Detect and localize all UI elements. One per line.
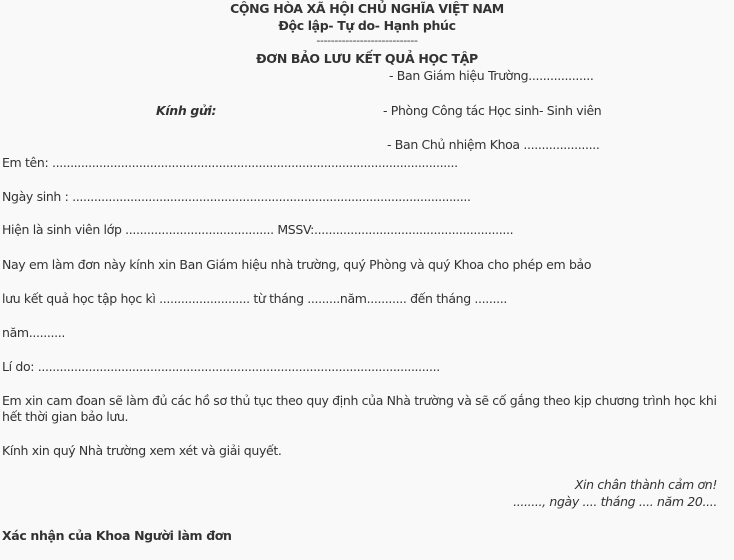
commitment-paragraph: Em xin cam đoan sẽ làm đủ các hồ sơ thủ tục theo quy định của Nhà trường và sẽ cố gắng theo kịp chương trình học khi hết thời gian bảo lưu.	[2, 393, 717, 424]
request-line-2: lưu kết quả học tập học kì ......................... từ tháng .........năm........... đến tháng .........	[2, 291, 508, 306]
divider: ----------------------------	[316, 34, 418, 47]
request-line-1: Nay em làm đơn này kính xin Ban Giám hiệu nhà trường, quý Phòng và quý Khoa cho phép em bảo	[2, 257, 592, 272]
signature-footer: Xác nhận của Khoa Người làm đơn	[2, 528, 232, 543]
nation-heading: CỘNG HÒA XÃ HỘI CHỦ NGHĨA VIỆT NAM	[230, 1, 504, 16]
reason-field: Lí do: ...............................................................................................................	[2, 359, 440, 374]
closing-paragraph: Kính xin quý Nhà trường xem xét và giải quyết.	[2, 443, 282, 458]
dob-field: Ngày sinh : ..............................................................................................................	[2, 189, 471, 204]
thanks-line: Xin chân thành cảm ơn!	[574, 477, 717, 492]
name-field: Em tên: ................................................................................................................	[2, 155, 458, 170]
recipients-label: Kính gửi:	[156, 103, 217, 118]
recipient-school-board: - Ban Giám hiệu Trường..................	[389, 68, 594, 83]
recipient-faculty: - Ban Chủ nhiệm Khoa .....................	[387, 137, 600, 152]
date-line: ........, ngày .... tháng .... năm 20....	[513, 494, 717, 509]
document-title: ĐƠN BẢO LƯU KẾT QUẢ HỌC TẬP	[256, 51, 478, 66]
recipient-student-affairs: - Phòng Công tác Học sinh- Sinh viên	[383, 103, 602, 118]
motto: Độc lập- Tự do- Hạnh phúc	[278, 18, 456, 33]
class-id-field: Hiện là sinh viên lớp ......................................... MSSV:.......................................................	[2, 222, 514, 237]
request-line-3: năm..........	[2, 325, 65, 340]
